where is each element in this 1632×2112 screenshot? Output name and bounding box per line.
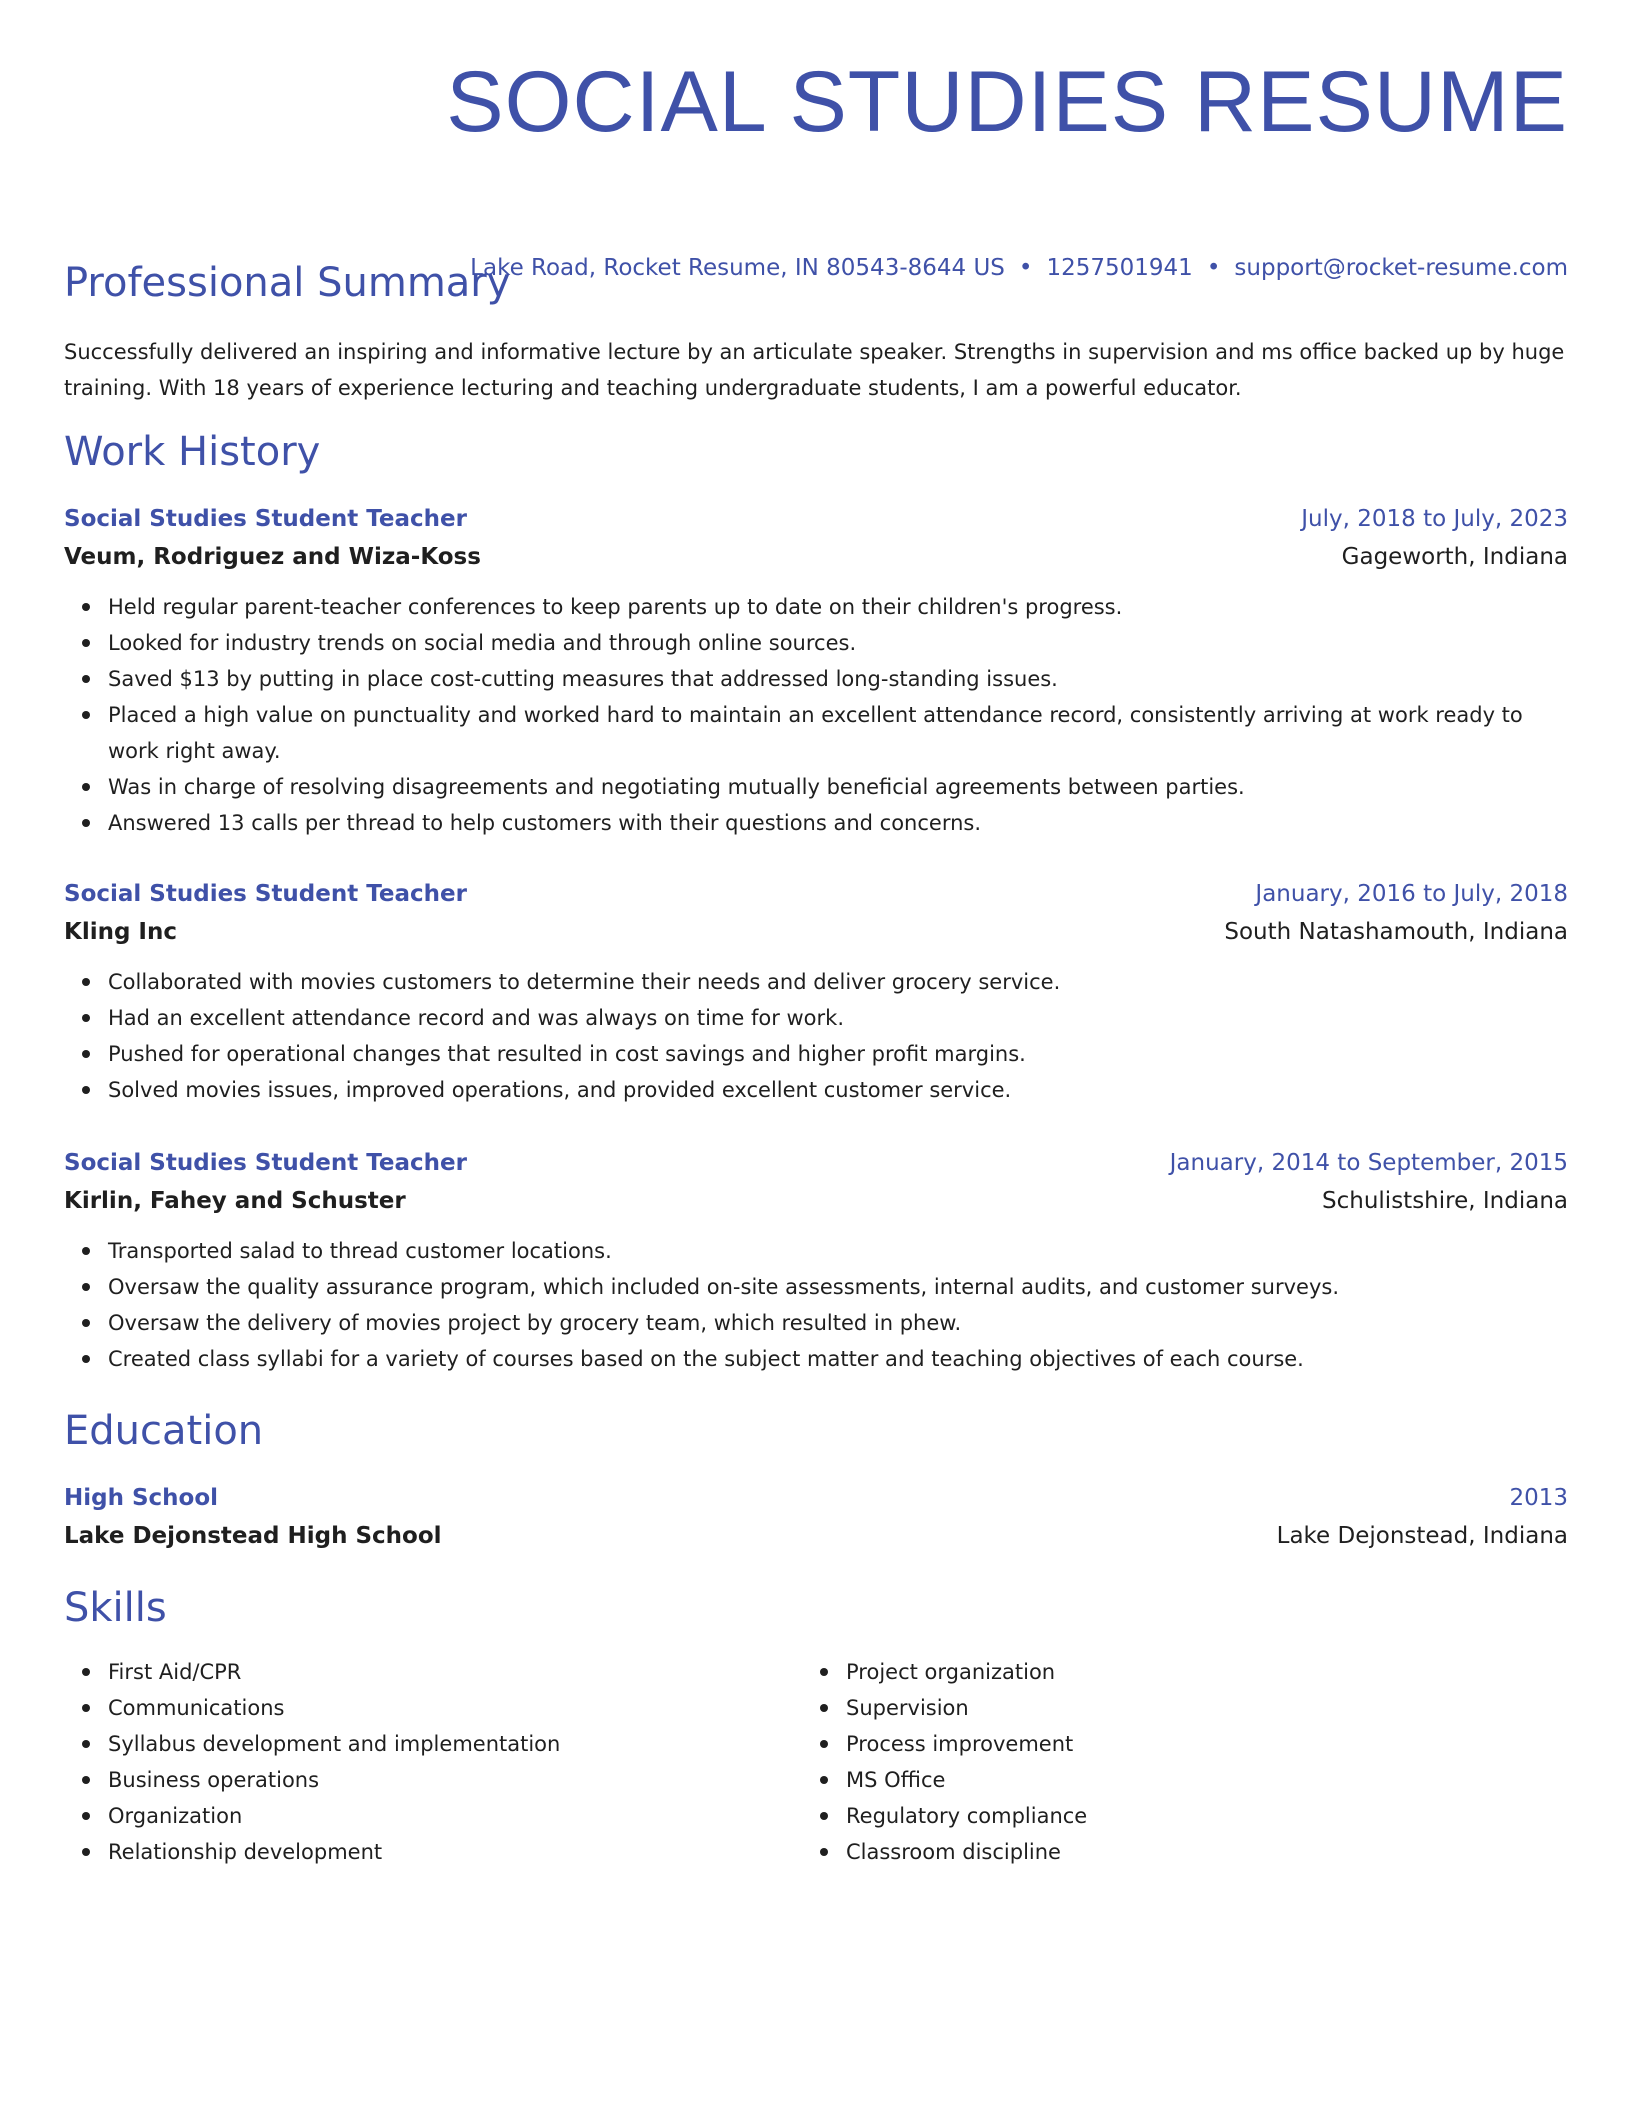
job-location: Schulistshire, Indiana <box>1322 1188 1568 1214</box>
job-bullet: Transported salad to thread customer locations. <box>108 1233 1568 1269</box>
job-bullet: Oversaw the delivery of movies project by grocery team, which resulted in phew. <box>108 1305 1568 1341</box>
job-title: Social Studies Student Teacher <box>64 1150 467 1176</box>
skill-item: Business operations <box>108 1762 802 1798</box>
skills-column-left <box>64 1654 802 1870</box>
contact-phone: 1257501941 <box>1046 255 1193 281</box>
education-location: Lake Dejonstead, Indiana <box>1276 1523 1568 1549</box>
section-title-work-history: Work History <box>64 429 321 475</box>
job-employer: Veum, Rodriguez and Wiza-Koss <box>64 544 481 570</box>
job-bullet: Saved $13 by putting in place cost-cutting measures that addressed long-standing issues. <box>108 661 1568 697</box>
job-bullet: Created class syllabi for a variety of courses based on the subject matter and teaching objectives of each course. <box>108 1341 1568 1377</box>
section-title-summary: Professional Summary <box>64 260 511 306</box>
skill-item: First Aid/CPR <box>108 1654 802 1690</box>
skill-item: Communications <box>108 1690 802 1726</box>
job-bullet: Held regular parent-teacher conferences to keep parents up to date on their children's progress. <box>108 589 1568 625</box>
job-bullet: Answered 13 calls per thread to help customers with their questions and concerns. <box>108 805 1568 841</box>
job-bullet: Oversaw the quality assurance program, which included on-site assessments, internal audits, and customer surveys. <box>108 1269 1568 1305</box>
job-bullet: Had an excellent attendance record and was always on time for work. <box>108 1000 1568 1036</box>
job-bullet: Collaborated with movies customers to determine their needs and deliver grocery service. <box>108 964 1568 1000</box>
education-school: Lake Dejonstead High School <box>64 1523 442 1549</box>
job-title: Social Studies Student Teacher <box>64 881 467 907</box>
job-entry <box>64 501 1568 841</box>
skill-item: Supervision <box>846 1690 1540 1726</box>
resume-header <box>64 52 1568 152</box>
job-bullet-list <box>64 1233 1568 1377</box>
skills-list <box>64 1654 1568 1870</box>
job-dates: July, 2018 to July, 2023 <box>1301 506 1568 532</box>
job-bullet: Was in charge of resolving disagreements and negotiating mutually beneficial agreements between parties. <box>108 769 1568 805</box>
job-bullet: Looked for industry trends on social media and through online sources. <box>108 625 1568 661</box>
skills-column-right <box>802 1654 1540 1870</box>
job-bullet-list <box>64 589 1568 841</box>
skills-bullet-list <box>64 1654 802 1870</box>
skill-item: Process improvement <box>846 1726 1540 1762</box>
education-entry <box>64 1480 1568 1556</box>
job-location: South Natashamouth, Indiana <box>1224 919 1568 945</box>
job-employer: Kirlin, Fahey and Schuster <box>64 1188 406 1214</box>
skill-item: Organization <box>108 1798 802 1834</box>
resume-name: SOCIAL STUDIES RESUME <box>446 54 1568 150</box>
skill-item: Classroom discipline <box>846 1834 1540 1870</box>
skill-item: Project organization <box>846 1654 1540 1690</box>
job-dates: January, 2016 to July, 2018 <box>1255 881 1568 907</box>
contact-address: Lake Road, Rocket Resume, IN 80543-8644 US <box>470 255 1005 281</box>
section-title-skills: Skills <box>64 1585 167 1631</box>
job-location: Gageworth, Indiana <box>1341 544 1568 570</box>
skill-item: Regulatory compliance <box>846 1798 1540 1834</box>
skill-item: Syllabus development and implementation <box>108 1726 802 1762</box>
job-entry <box>64 1145 1568 1377</box>
contact-separator: • <box>1018 255 1033 281</box>
skills-bullet-list <box>802 1654 1540 1870</box>
summary-text: Successfully delivered an inspiring and informative lecture by an articulate speaker. Strengths in supervision and ms office backed up by huge training. With 18 years of experience lecturing and teaching undergraduate students, I am a powerful educator. <box>64 340 1565 400</box>
contact-email[interactable]: support@rocket-resume.com <box>1234 255 1568 281</box>
skill-item: Relationship development <box>108 1834 802 1870</box>
job-bullet: Pushed for operational changes that resulted in cost savings and higher profit margins. <box>108 1036 1568 1072</box>
section-title-education: Education <box>64 1408 264 1454</box>
education-year: 2013 <box>1509 1485 1568 1511</box>
job-bullet: Solved movies issues, improved operations, and provided excellent customer service. <box>108 1072 1568 1108</box>
contact-separator: • <box>1206 255 1221 281</box>
job-title: Social Studies Student Teacher <box>64 506 467 532</box>
contact-line <box>470 252 1568 284</box>
job-employer: Kling Inc <box>64 919 178 945</box>
job-entry <box>64 876 1568 1108</box>
job-bullet: Placed a high value on punctuality and worked hard to maintain an excellent attendance record, consistently arriving at work ready to work right away. <box>108 697 1568 769</box>
job-bullet-list <box>64 964 1568 1108</box>
job-dates: January, 2014 to September, 2015 <box>1169 1150 1568 1176</box>
education-degree: High School <box>64 1485 219 1511</box>
skill-item: MS Office <box>846 1762 1540 1798</box>
